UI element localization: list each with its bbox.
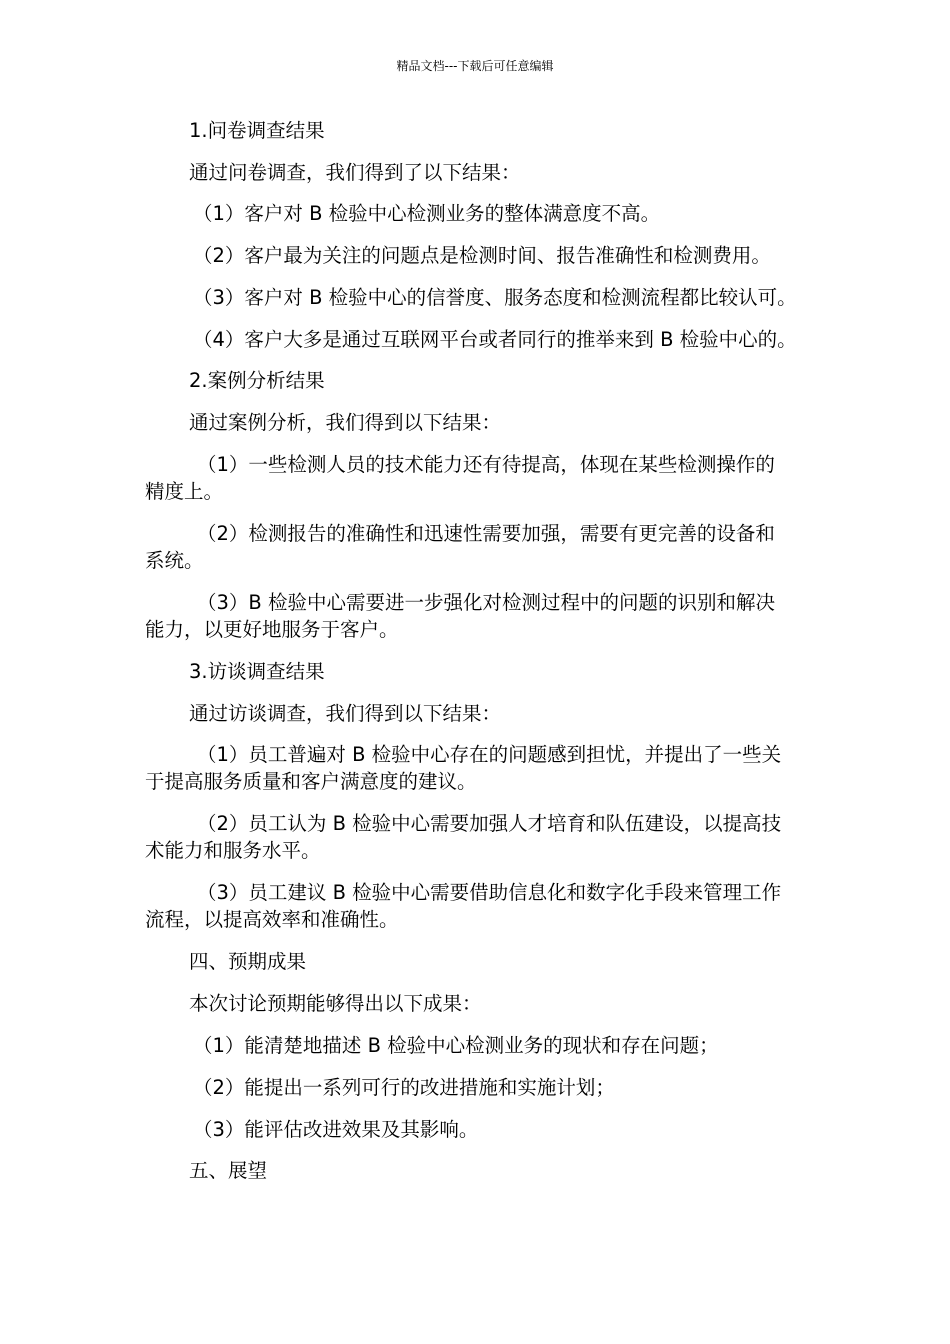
section-heading-expected-results: 四、预期成果 (189, 950, 307, 973)
case-result-line: （2）检测报告的准确性和迅速性需要加强，需要有更完善的设备和 (197, 522, 775, 545)
section-intro-survey: 通过问卷调查，我们得到了以下结果： (189, 161, 521, 184)
survey-result-item: （4）客户大多是通过互联网平台或者同行的推举来到 B 检验中心的。 (193, 328, 797, 351)
expected-result-item: （1）能清楚地描述 B 检验中心检测业务的现状和存在问题； (193, 1034, 719, 1057)
survey-result-item: （2）客户最为关注的问题点是检测时间、报告准确性和检测费用。 (193, 244, 771, 267)
section-heading-case-analysis: 2.案例分析结果 (189, 369, 325, 392)
case-result-line: 能力，以更好地服务于客户。 (145, 618, 399, 641)
interview-result-item (145, 810, 815, 864)
case-result-line: （1）一些检测人员的技术能力还有待提高，体现在某些检测操作的 (197, 453, 775, 476)
case-result-item (145, 520, 815, 574)
interview-result-line: （1）员工普遍对 B 检验中心存在的问题感到担忧，并提出了一些关 (197, 743, 782, 766)
section-heading-survey: 1.问卷调查结果 (189, 119, 325, 142)
expected-result-item: （3）能评估改进效果及其影响。 (193, 1118, 479, 1141)
case-result-item (145, 451, 815, 505)
section-intro-case-analysis: 通过案例分析，我们得到以下结果： (189, 411, 502, 434)
section-intro-interview: 通过访谈调查，我们得到以下结果： (189, 702, 502, 725)
survey-result-item: （3）客户对 B 检验中心的信誉度、服务态度和检测流程都比较认可。 (193, 286, 797, 309)
interview-result-line: 术能力和服务水平。 (145, 839, 321, 862)
expected-result-item: （2）能提出一系列可行的改进措施和实施计划； (193, 1076, 615, 1099)
section-heading-outlook: 五、展望 (189, 1159, 268, 1182)
section-intro-expected-results: 本次讨论预期能够得出以下成果： (189, 992, 482, 1015)
case-result-line: 系统。 (145, 549, 204, 572)
page-header: 精品文档---下载后可任意编辑 (396, 59, 554, 73)
case-result-line: 精度上。 (145, 480, 224, 503)
interview-result-line: （2）员工认为 B 检验中心需要加强人才培育和队伍建设，以提高技 (197, 812, 782, 835)
case-result-item (145, 589, 815, 643)
interview-result-item (145, 741, 815, 795)
interview-result-line: 于提高服务质量和客户满意度的建议。 (145, 770, 477, 793)
interview-result-line: （3）员工建议 B 检验中心需要借助信息化和数字化手段来管理工作 (197, 881, 782, 904)
case-result-line: （3）B 检验中心需要进一步强化对检测过程中的问题的识别和解决 (197, 591, 775, 614)
interview-result-item (145, 879, 815, 933)
section-heading-interview: 3.访谈调查结果 (189, 660, 325, 683)
interview-result-line: 流程，以提高效率和准确性。 (145, 908, 399, 931)
survey-result-item: （1）客户对 B 检验中心检测业务的整体满意度不高。 (193, 202, 661, 225)
